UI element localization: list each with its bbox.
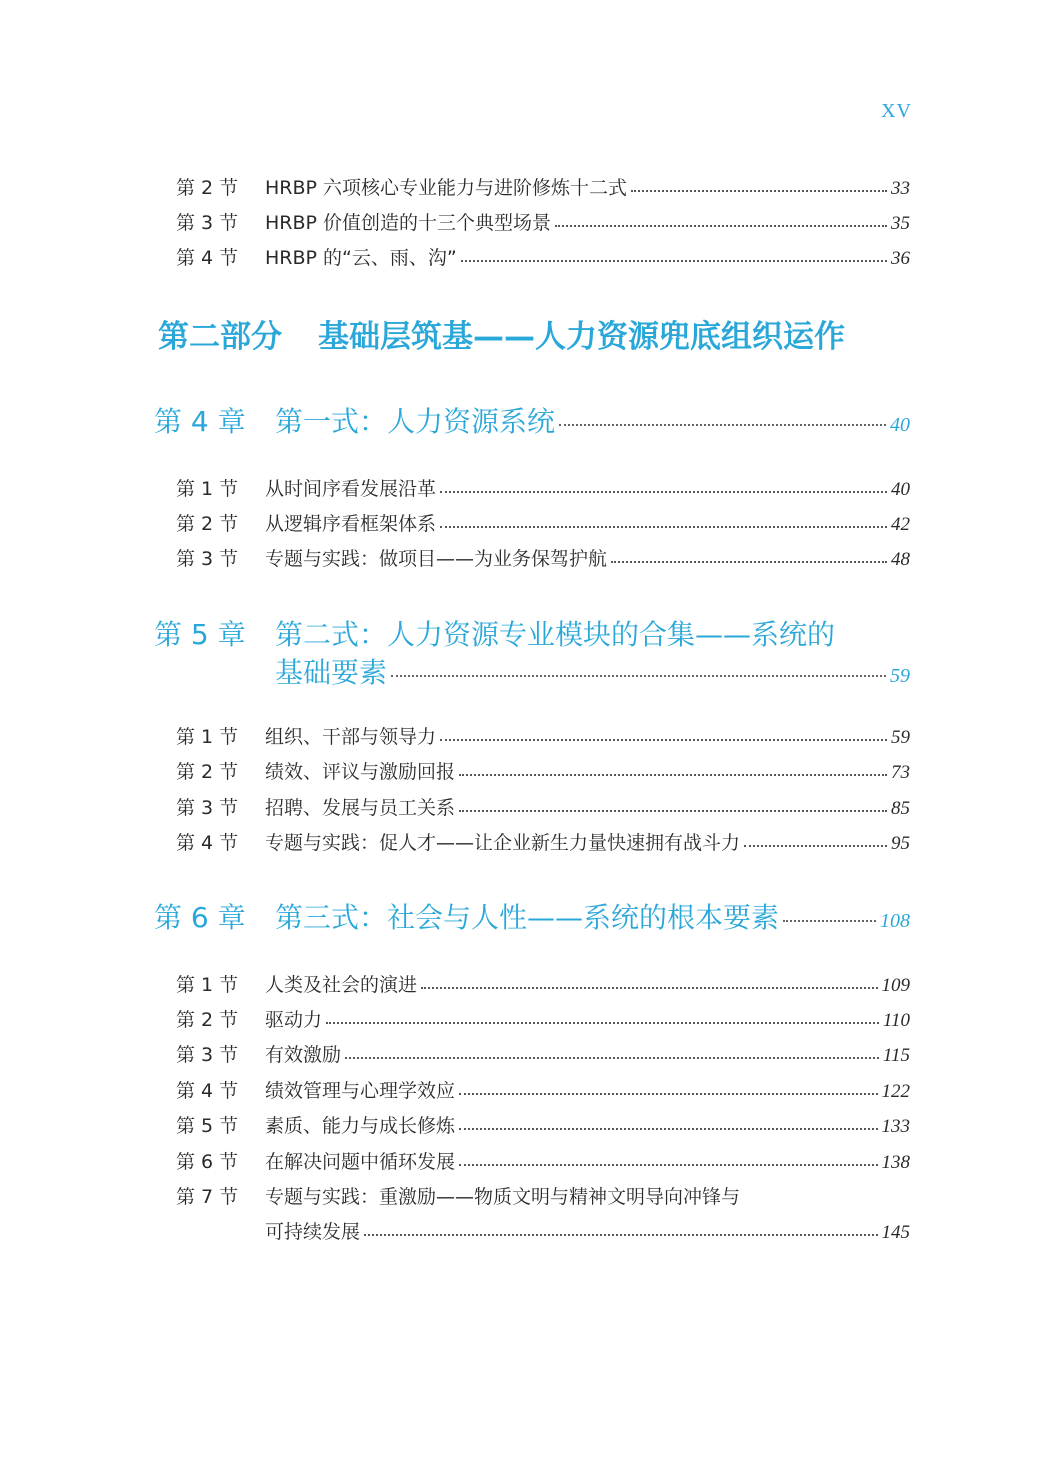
section-page: 95 [891, 833, 910, 854]
section-title: 从时间序看发展沿革 [265, 478, 437, 500]
part-heading[interactable] [158, 312, 918, 362]
leader-dots [459, 1164, 877, 1166]
chapter-label: 第 5 章 [154, 618, 246, 651]
leader-dots [364, 1234, 877, 1236]
chapter-title: 第三式：社会与人性——系统的根本要素 [275, 901, 780, 934]
section-label: 第 2 节 [176, 1009, 239, 1031]
toc-section-row[interactable] [176, 242, 910, 274]
section-title: 招聘、发展与员工关系 [265, 797, 456, 819]
leader-dots [421, 987, 877, 989]
section-label: 第 3 节 [176, 1044, 239, 1066]
chapter-title: 第一式：人力资源系统 [275, 405, 556, 438]
chapter-title: 第二式：人力资源专业模块的合集——系统的 [275, 618, 836, 651]
section-title: 从逻辑序看框架体系 [265, 513, 437, 535]
section-title: 素质、能力与成长修炼 [265, 1115, 456, 1137]
section-label: 第 4 节 [176, 832, 239, 854]
section-title: HRBP 价值创造的十三个典型场景 [265, 212, 552, 234]
section-title: 在解决问题中循环发展 [265, 1151, 456, 1173]
section-label: 第 6 节 [176, 1151, 239, 1173]
section-page: 48 [891, 549, 910, 570]
leader-dots [555, 225, 887, 227]
page-number: XV [881, 100, 912, 122]
leader-dots [459, 774, 887, 776]
leader-dots [345, 1057, 879, 1059]
section-label: 第 3 节 [176, 212, 239, 234]
section-label: 第 3 节 [176, 548, 239, 570]
part-title: 基础层筑基——人力资源兜底组织运作 [318, 319, 845, 355]
section-page: 115 [882, 1045, 910, 1066]
section-title-continued: 可持续发展 [265, 1221, 361, 1243]
section-page: 42 [891, 514, 910, 535]
leader-dots [459, 1093, 877, 1095]
section-label: 第 7 节 [176, 1186, 239, 1208]
part-label: 第二部分 [158, 319, 282, 355]
section-title: 绩效、评议与激励回报 [265, 761, 456, 783]
toc-section-row[interactable] [176, 756, 910, 788]
chapter-page: 108 [880, 910, 910, 932]
section-page: 73 [891, 762, 910, 783]
toc-chapter-heading[interactable] [154, 616, 910, 692]
chapter-label: 第 4 章 [154, 405, 246, 438]
leader-dots [440, 491, 887, 493]
leader-dots [559, 424, 886, 426]
toc-section-row[interactable] [176, 543, 910, 575]
section-page: 138 [881, 1152, 910, 1173]
leader-dots [631, 190, 887, 192]
toc-section-row[interactable] [176, 721, 910, 753]
section-page: 145 [881, 1222, 910, 1243]
section-title: 专题与实践：做项目——为业务保驾护航 [265, 548, 608, 570]
section-page: 85 [891, 798, 910, 819]
leader-dots [459, 810, 887, 812]
toc-section-row[interactable] [176, 1110, 910, 1142]
section-label: 第 4 节 [176, 1080, 239, 1102]
section-label: 第 2 节 [176, 513, 239, 535]
leader-dots [440, 739, 887, 741]
section-page: 33 [891, 178, 910, 199]
toc-section-row[interactable] [176, 969, 910, 1001]
section-label: 第 5 节 [176, 1115, 239, 1137]
toc-section-row[interactable] [176, 1039, 910, 1071]
section-label: 第 3 节 [176, 797, 239, 819]
section-label: 第 2 节 [176, 761, 239, 783]
section-title: 组织、干部与领导力 [265, 726, 437, 748]
toc-section-row-continued[interactable] [176, 1216, 910, 1248]
section-page: 109 [881, 975, 910, 996]
toc-section-row[interactable] [176, 1004, 910, 1036]
section-title: 专题与实践：重激励——物质文明与精神文明导向冲锋与 [265, 1186, 741, 1208]
section-page: 59 [891, 727, 910, 748]
chapter-title-continued: 基础要素 [275, 656, 388, 689]
section-label: 第 2 节 [176, 177, 239, 199]
toc-section-row[interactable] [176, 508, 910, 540]
leader-dots [611, 561, 887, 563]
leader-dots [744, 845, 887, 847]
section-label: 第 1 节 [176, 726, 239, 748]
section-page: 133 [881, 1116, 910, 1137]
leader-dots [326, 1022, 879, 1024]
leader-dots [783, 920, 876, 922]
chapter-label: 第 6 章 [154, 901, 246, 934]
section-page: 36 [891, 248, 910, 269]
section-label: 第 4 节 [176, 247, 239, 269]
toc-section-row[interactable] [176, 827, 910, 859]
section-label: 第 1 节 [176, 478, 239, 500]
section-title: 专题与实践：促人才——让企业新生力量快速拥有战斗力 [265, 832, 741, 854]
toc-chapter-heading[interactable] [154, 403, 910, 441]
leader-dots [391, 675, 886, 677]
section-title: 驱动力 [265, 1009, 323, 1031]
section-title: HRBP 的“云、雨、沟” [265, 247, 457, 269]
toc-section-row[interactable] [176, 172, 910, 204]
section-title: 人类及社会的演进 [265, 974, 418, 996]
chapter-page: 59 [890, 665, 910, 687]
toc-section-row[interactable] [176, 207, 910, 239]
section-title: 有效激励 [265, 1044, 342, 1066]
leader-dots [461, 260, 887, 262]
toc-chapter-heading[interactable] [154, 899, 910, 937]
section-label: 第 1 节 [176, 974, 239, 996]
section-page: 122 [881, 1081, 910, 1102]
chapter-page: 40 [890, 414, 910, 436]
toc-section-row[interactable] [176, 473, 910, 505]
toc-section-row[interactable] [176, 792, 910, 824]
toc-section-row[interactable] [176, 1181, 910, 1213]
leader-dots [440, 526, 887, 528]
toc-section-row[interactable] [176, 1075, 910, 1107]
section-page: 40 [891, 479, 910, 500]
section-page: 35 [891, 213, 910, 234]
section-title: HRBP 六项核心专业能力与进阶修炼十二式 [265, 177, 628, 199]
toc-section-row[interactable] [176, 1146, 910, 1178]
section-title: 绩效管理与心理学效应 [265, 1080, 456, 1102]
section-page: 110 [882, 1010, 910, 1031]
leader-dots [459, 1128, 877, 1130]
